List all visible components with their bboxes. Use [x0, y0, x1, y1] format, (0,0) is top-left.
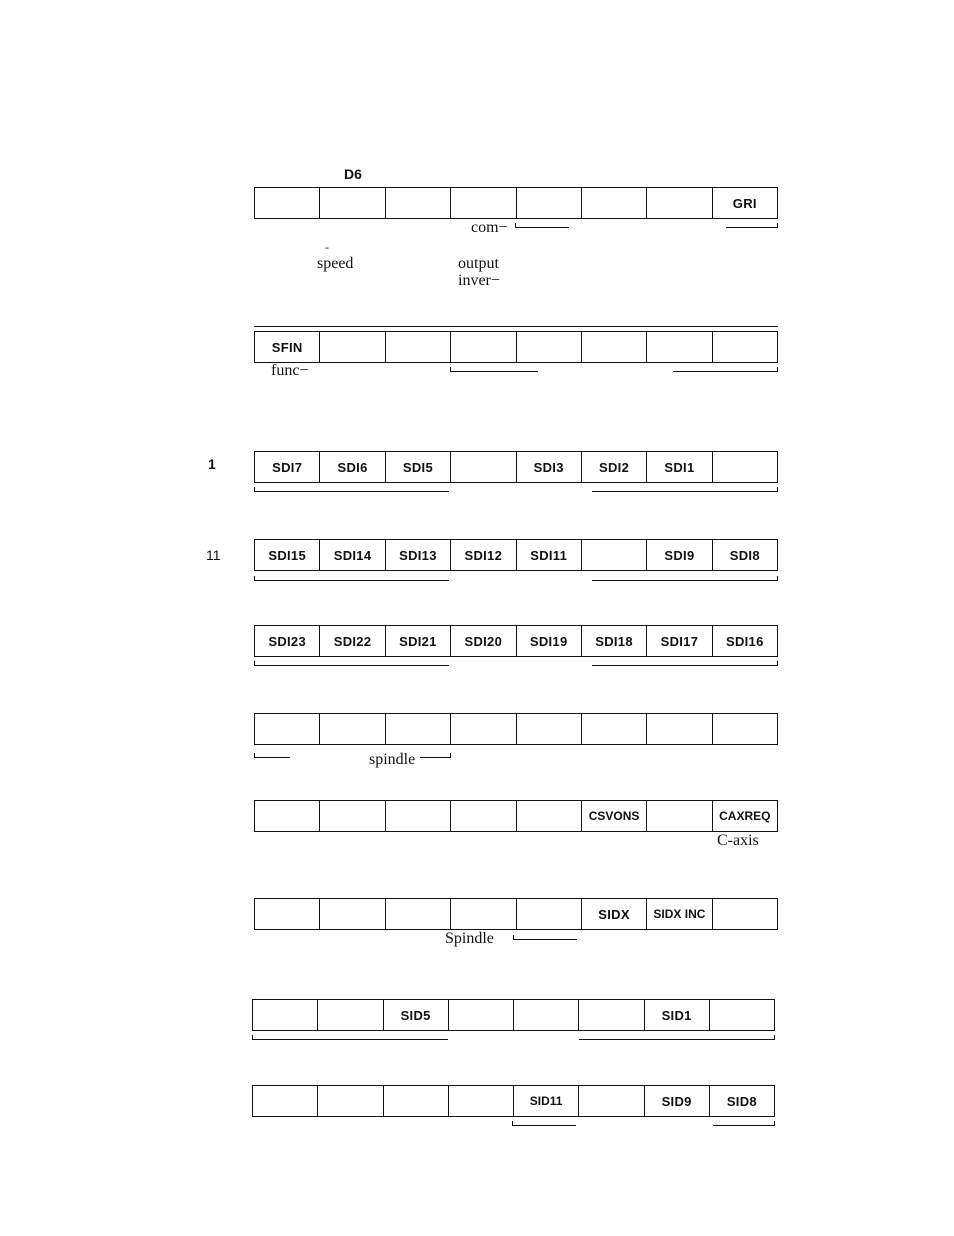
- register-cell: CAXREQ: [713, 801, 778, 831]
- register-cell: [514, 1000, 579, 1030]
- register-cell: [517, 801, 582, 831]
- register-cell: SIDX INC: [647, 899, 712, 929]
- register-cell: [647, 332, 712, 362]
- register-cell: SDI8: [713, 540, 778, 570]
- register-cell: SDI11: [517, 540, 582, 570]
- register-cell: [582, 332, 647, 362]
- bracket: [254, 576, 449, 581]
- bracket: [592, 487, 778, 492]
- register-cell: SDI18: [582, 626, 647, 656]
- register-cell: [517, 714, 582, 744]
- register-cell: [255, 188, 320, 218]
- register-cell: SDI20: [451, 626, 516, 656]
- register-cell: SDI19: [517, 626, 582, 656]
- bracket: [252, 1035, 448, 1040]
- bracket: [726, 223, 778, 228]
- register-cell: SID8: [710, 1086, 775, 1116]
- register-cell: [255, 714, 320, 744]
- register-cell: [320, 801, 385, 831]
- register-cell: SDI13: [386, 540, 451, 570]
- register-cell: [451, 188, 516, 218]
- bracket: [254, 753, 290, 758]
- register-cell: [451, 714, 516, 744]
- register-cell: [449, 1086, 514, 1116]
- register-cell: [579, 1086, 644, 1116]
- register-row-0: [254, 187, 778, 219]
- register-cell: SID1: [645, 1000, 710, 1030]
- register-cell: [451, 801, 516, 831]
- register-cell: GRI: [713, 188, 778, 218]
- register-cell: SDI6: [320, 452, 385, 482]
- register-cell: [710, 1000, 775, 1030]
- bracket: [579, 1035, 775, 1040]
- register-row-9: [252, 1085, 775, 1117]
- annotation-spindle-cap: Spindle: [445, 930, 494, 947]
- annotation-c-axis: C-axis: [717, 832, 759, 849]
- register-cell: [320, 899, 385, 929]
- register-cell: [253, 1000, 318, 1030]
- annotation-func: func−: [271, 362, 309, 379]
- register-cell: [582, 540, 647, 570]
- register-top-line: [254, 326, 778, 327]
- annotation-inver: inver−: [458, 272, 500, 289]
- register-row-3: [254, 539, 778, 571]
- register-cell: SDI1: [647, 452, 712, 482]
- register-cell: [582, 714, 647, 744]
- register-cell: SID11: [514, 1086, 579, 1116]
- register-cell: [386, 801, 451, 831]
- register-row-1: [254, 331, 778, 363]
- register-cell: [449, 1000, 514, 1030]
- register-cell: SDI5: [386, 452, 451, 482]
- register-cell: SFIN: [255, 332, 320, 362]
- register-cell: SDI7: [255, 452, 320, 482]
- side-label-row3: 1: [208, 456, 216, 472]
- side-label-row4: 11: [206, 547, 221, 563]
- register-cell: [386, 714, 451, 744]
- register-cell: [318, 1000, 383, 1030]
- register-row-6: [254, 800, 778, 832]
- register-cell: [579, 1000, 644, 1030]
- register-cell: [386, 332, 451, 362]
- register-cell: SDI12: [451, 540, 516, 570]
- register-row-8: [252, 999, 775, 1031]
- register-cell: [255, 899, 320, 929]
- bracket: [592, 661, 778, 666]
- bracket: [515, 223, 569, 228]
- register-row-4: [254, 625, 778, 657]
- bracket: [254, 487, 449, 492]
- register-cell: SDI2: [582, 452, 647, 482]
- bracket: [513, 935, 577, 940]
- register-cell: [713, 452, 778, 482]
- register-cell: [318, 1086, 383, 1116]
- bracket: [592, 576, 778, 581]
- register-cell: [384, 1086, 449, 1116]
- register-cell: [647, 714, 712, 744]
- register-cell: [713, 332, 778, 362]
- register-cell: [320, 332, 385, 362]
- register-cell: SID9: [645, 1086, 710, 1116]
- bracket: [450, 367, 538, 372]
- register-row-5: [254, 713, 778, 745]
- register-cell: [255, 801, 320, 831]
- register-cell: [517, 188, 582, 218]
- register-cell: SDI16: [713, 626, 778, 656]
- bracket: [420, 753, 451, 758]
- annotation-speed: speed: [317, 255, 354, 272]
- register-cell: [582, 188, 647, 218]
- register-row-7: [254, 898, 778, 930]
- register-cell: [320, 188, 385, 218]
- register-cell: [647, 188, 712, 218]
- register-cell: [647, 801, 712, 831]
- register-cell: SDI21: [386, 626, 451, 656]
- annotation-dash: -: [325, 240, 329, 254]
- register-cell: SDI14: [320, 540, 385, 570]
- bracket: [713, 1121, 775, 1126]
- register-cell: SIDX: [582, 899, 647, 929]
- register-cell: SDI3: [517, 452, 582, 482]
- annotation-spindle: spindle: [369, 751, 416, 768]
- annotation-com: com−: [471, 219, 508, 236]
- register-cell: [386, 188, 451, 218]
- register-cell: SDI9: [647, 540, 712, 570]
- register-cell: [386, 899, 451, 929]
- register-cell: SDI22: [320, 626, 385, 656]
- register-cell: SDI15: [255, 540, 320, 570]
- register-cell: [517, 899, 582, 929]
- register-cell: CSVONS: [582, 801, 647, 831]
- register-cell: [253, 1086, 318, 1116]
- bracket: [512, 1121, 576, 1126]
- register-cell: [713, 899, 778, 929]
- register-cell: [451, 332, 516, 362]
- register-cell: SDI23: [255, 626, 320, 656]
- register-cell: SDI17: [647, 626, 712, 656]
- register-cell: [320, 714, 385, 744]
- register-cell: [517, 332, 582, 362]
- register-cell: [451, 452, 516, 482]
- register-row-2: [254, 451, 778, 483]
- bracket: [254, 661, 449, 666]
- annotation-output: output: [458, 255, 499, 272]
- bracket: [673, 367, 778, 372]
- bit-header-label: D6: [344, 166, 362, 182]
- register-cell: SID5: [384, 1000, 449, 1030]
- register-cell: [451, 899, 516, 929]
- register-cell: [713, 714, 778, 744]
